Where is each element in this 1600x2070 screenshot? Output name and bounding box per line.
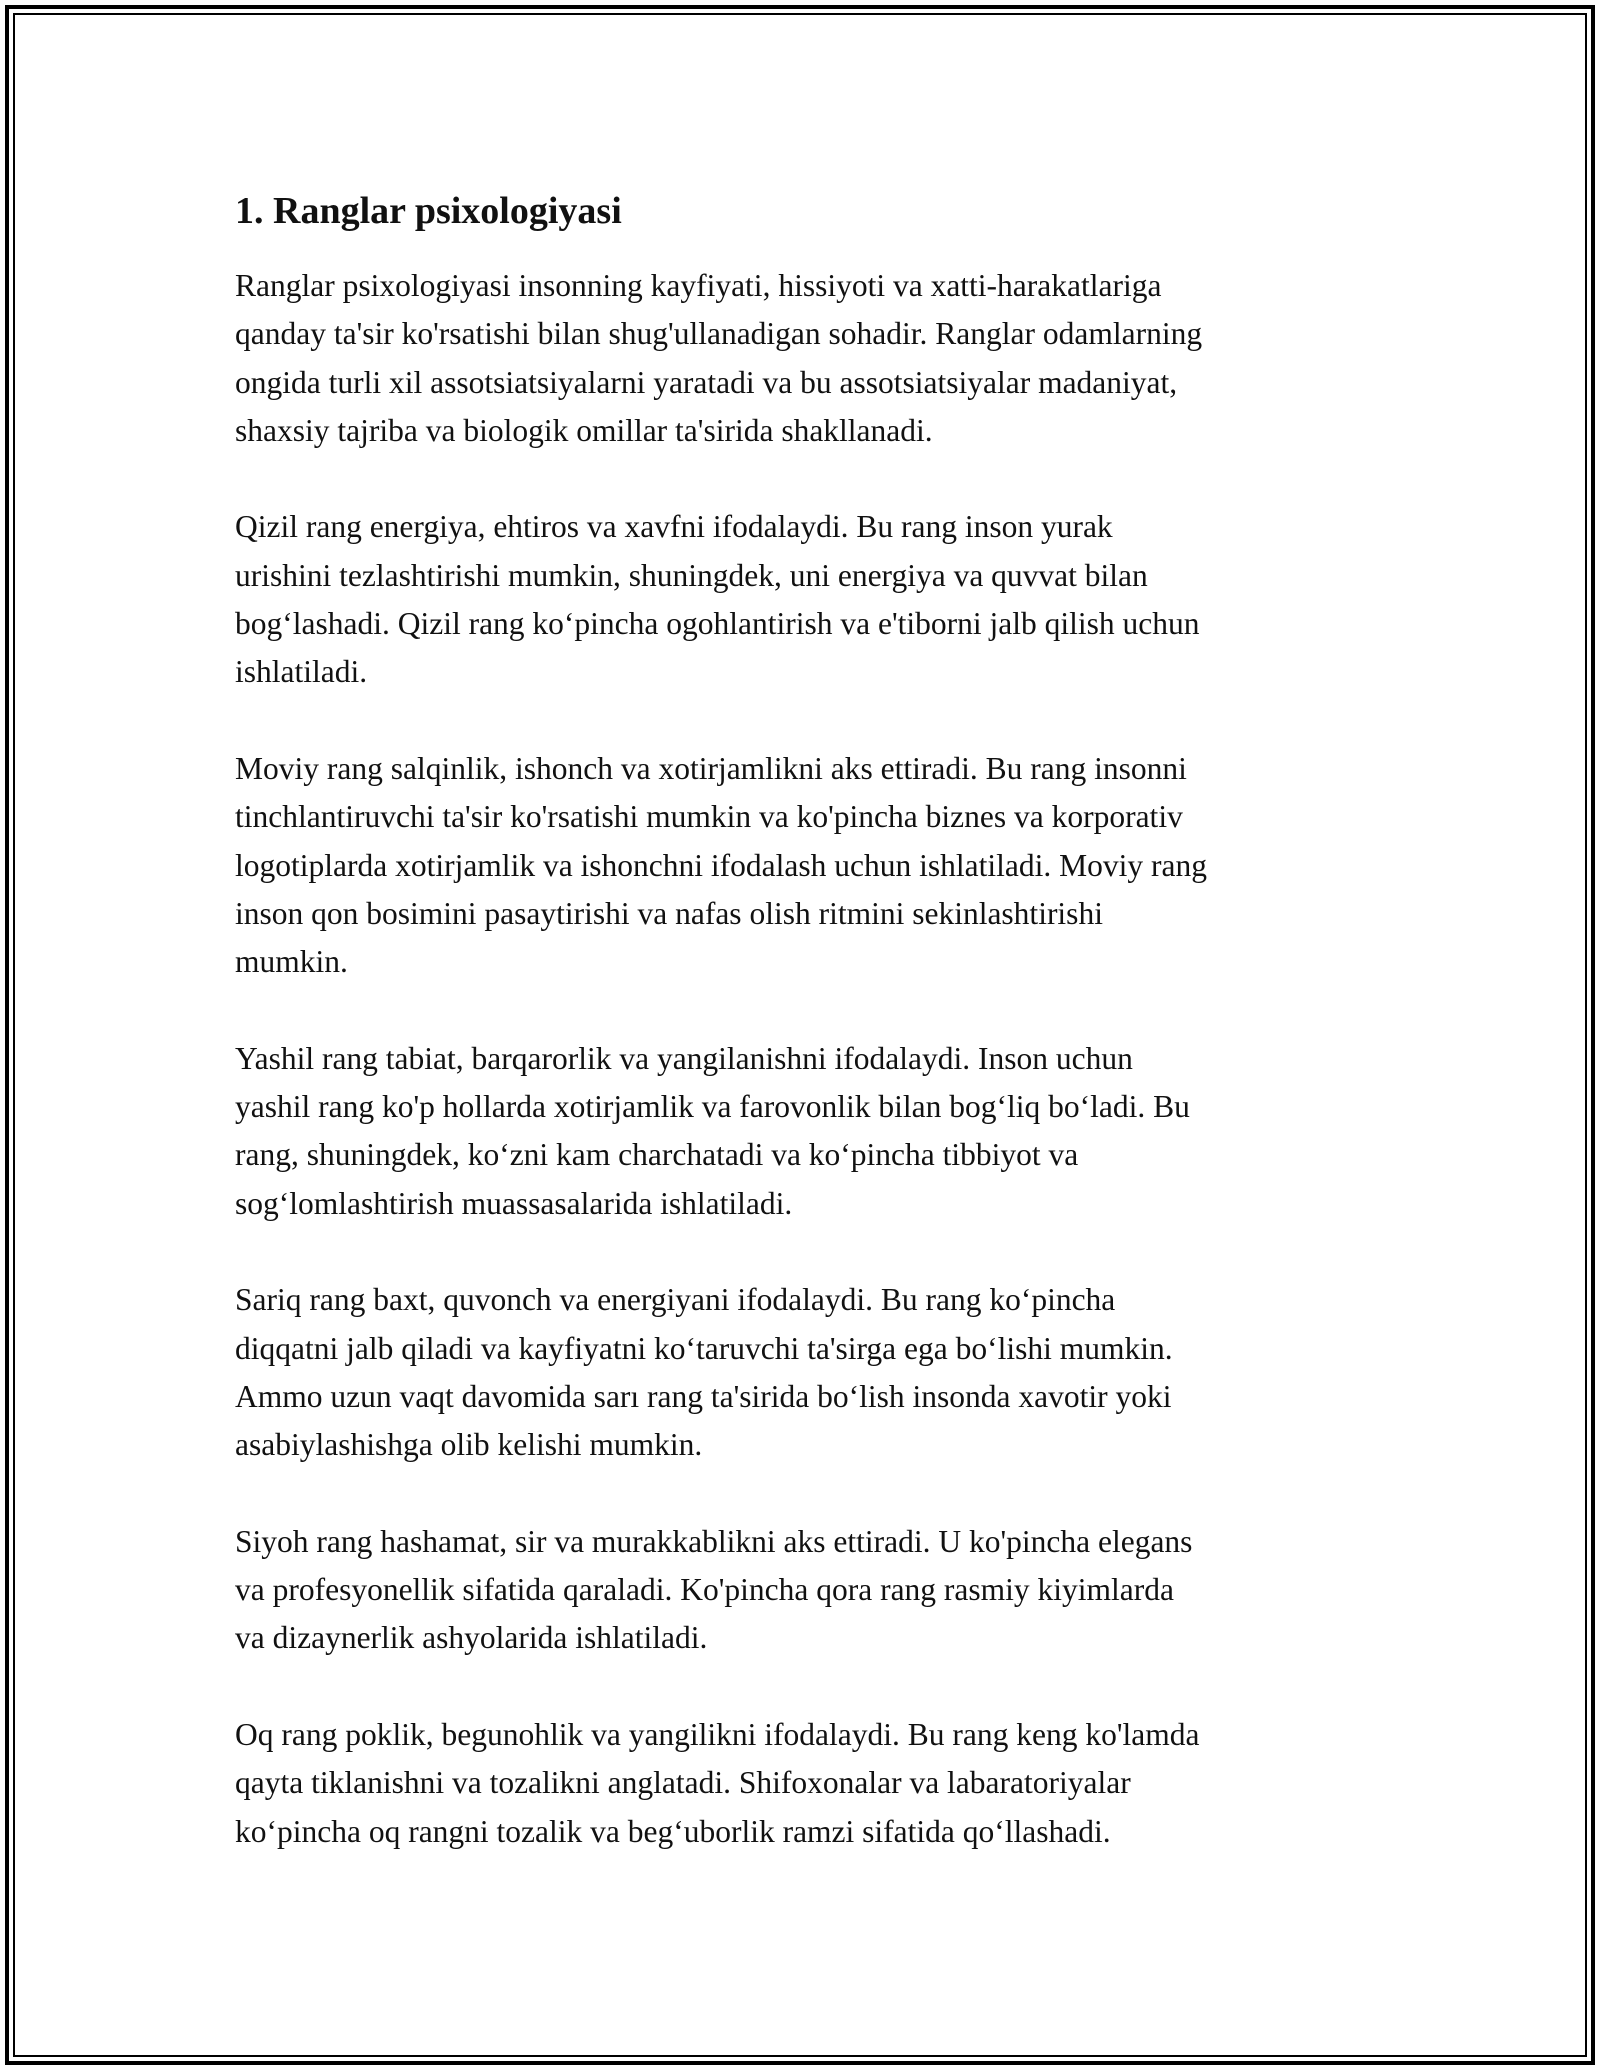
text-line: logotiplarda xotirjamlik va ishonchni ifodalash uchun ishlatiladi. Moviy rang [235, 847, 1207, 883]
text-line: yashil rang ko'p hollarda xotirjamlik va farovonlik bilan bog‘liq bo‘ladi. Bu [235, 1089, 1190, 1125]
text-line: qanday ta'sir ko'rsatishi bilan shug'ullanadigan sohadir. Ranglar odamlarning [235, 316, 1203, 352]
text-line: Yashil rang tabiat, barqarorlik va yangilanishni ifodalaydi. Inson uchun [235, 1040, 1133, 1076]
text-line: bog‘lashadi. Qizil rang ko‘pincha ogohlantirish va e'tiborni jalb qilish uchun [235, 606, 1200, 642]
text-line: Qizil rang energiya, ehtiros va xavfni ifodalaydi. Bu rang inson yurak [235, 509, 1113, 545]
text-line: qayta tiklanishni va tozalikni anglatadi. Shifoxonalar va labaratoriyalar [235, 1765, 1131, 1801]
text-line: Oq rang poklik, begunohlik va yangilikni ifodalaydi. Bu rang keng ko'lamda [235, 1716, 1200, 1752]
paragraph-intro [235, 262, 1375, 455]
text-line: inson qon bosimini pasaytirishi va nafas olish ritmini sekinlashtirishi [235, 895, 1103, 931]
text-line: diqqatni jalb qiladi va kayfiyatni ko‘taruvchi ta'sirga ega bo‘lishi mumkin. [235, 1330, 1173, 1366]
paragraph-purple [235, 1518, 1375, 1663]
text-line: shaxsiy tajriba va biologik omillar ta'sirida shakllanadi. [235, 412, 933, 448]
text-line: Sariq rang baxt, quvonch va energiyani ifodalaydi. Bu rang ko‘pincha [235, 1282, 1116, 1318]
document-body [235, 186, 1375, 1904]
text-line: va dizaynerlik ashyolarida ishlatiladi. [235, 1620, 708, 1656]
text-line: ko‘pincha oq rangni tozalik va beg‘uborlik ramzi sifatida qo‘llashadi. [235, 1813, 1111, 1849]
text-line: tinchlantiruvchi ta'sir ko'rsatishi mumkin va ko'pincha biznes va korporativ [235, 799, 1183, 835]
paragraph-green [235, 1035, 1375, 1228]
text-line: mumkin. [235, 944, 348, 980]
text-line: ongida turli xil assotsiatsiyalarni yaratadi va bu assotsiatsiyalar madaniyat, [235, 364, 1178, 400]
section-heading: 1. Ranglar psixologiyasi [235, 190, 622, 232]
text-line: va profesyonellik sifatida qaraladi. Ko'pincha qora rang rasmiy kiyimlarda [235, 1572, 1174, 1608]
text-line: ishlatiladi. [235, 654, 368, 690]
text-line: Ranglar psixologiyasi insonning kayfiyati, hissiyoti va xatti-harakatlariga [235, 268, 1162, 303]
text-line: Siyoh rang hashamat, sir va murakkablikni aks ettiradi. U ko'pincha elegans [235, 1523, 1193, 1559]
text-line: sog‘lomlashtirish muassasalarida ishlatiladi. [235, 1185, 793, 1221]
text-line: asabiylashishga olib kelishi mumkin. [235, 1427, 703, 1463]
paragraph-blue [235, 745, 1375, 986]
paragraph-white [235, 1711, 1375, 1856]
text-line: Moviy rang salqinlik, ishonch va xotirjamlikni aks ettiradi. Bu rang insonni [235, 750, 1187, 786]
paragraph-yellow [235, 1276, 1375, 1469]
text-line: rang, shuningdek, ko‘zni kam charchatadi va ko‘pincha tibbiyot va [235, 1137, 1079, 1173]
text-line: Ammo uzun vaqt davomida sarı rang ta'sirida bo‘lish insonda xavotir yoki [235, 1378, 1172, 1414]
text-line: urishini tezlashtirishi mumkin, shuningdek, uni energiya va quvvat bilan [235, 557, 1148, 593]
paragraph-red [235, 503, 1375, 696]
